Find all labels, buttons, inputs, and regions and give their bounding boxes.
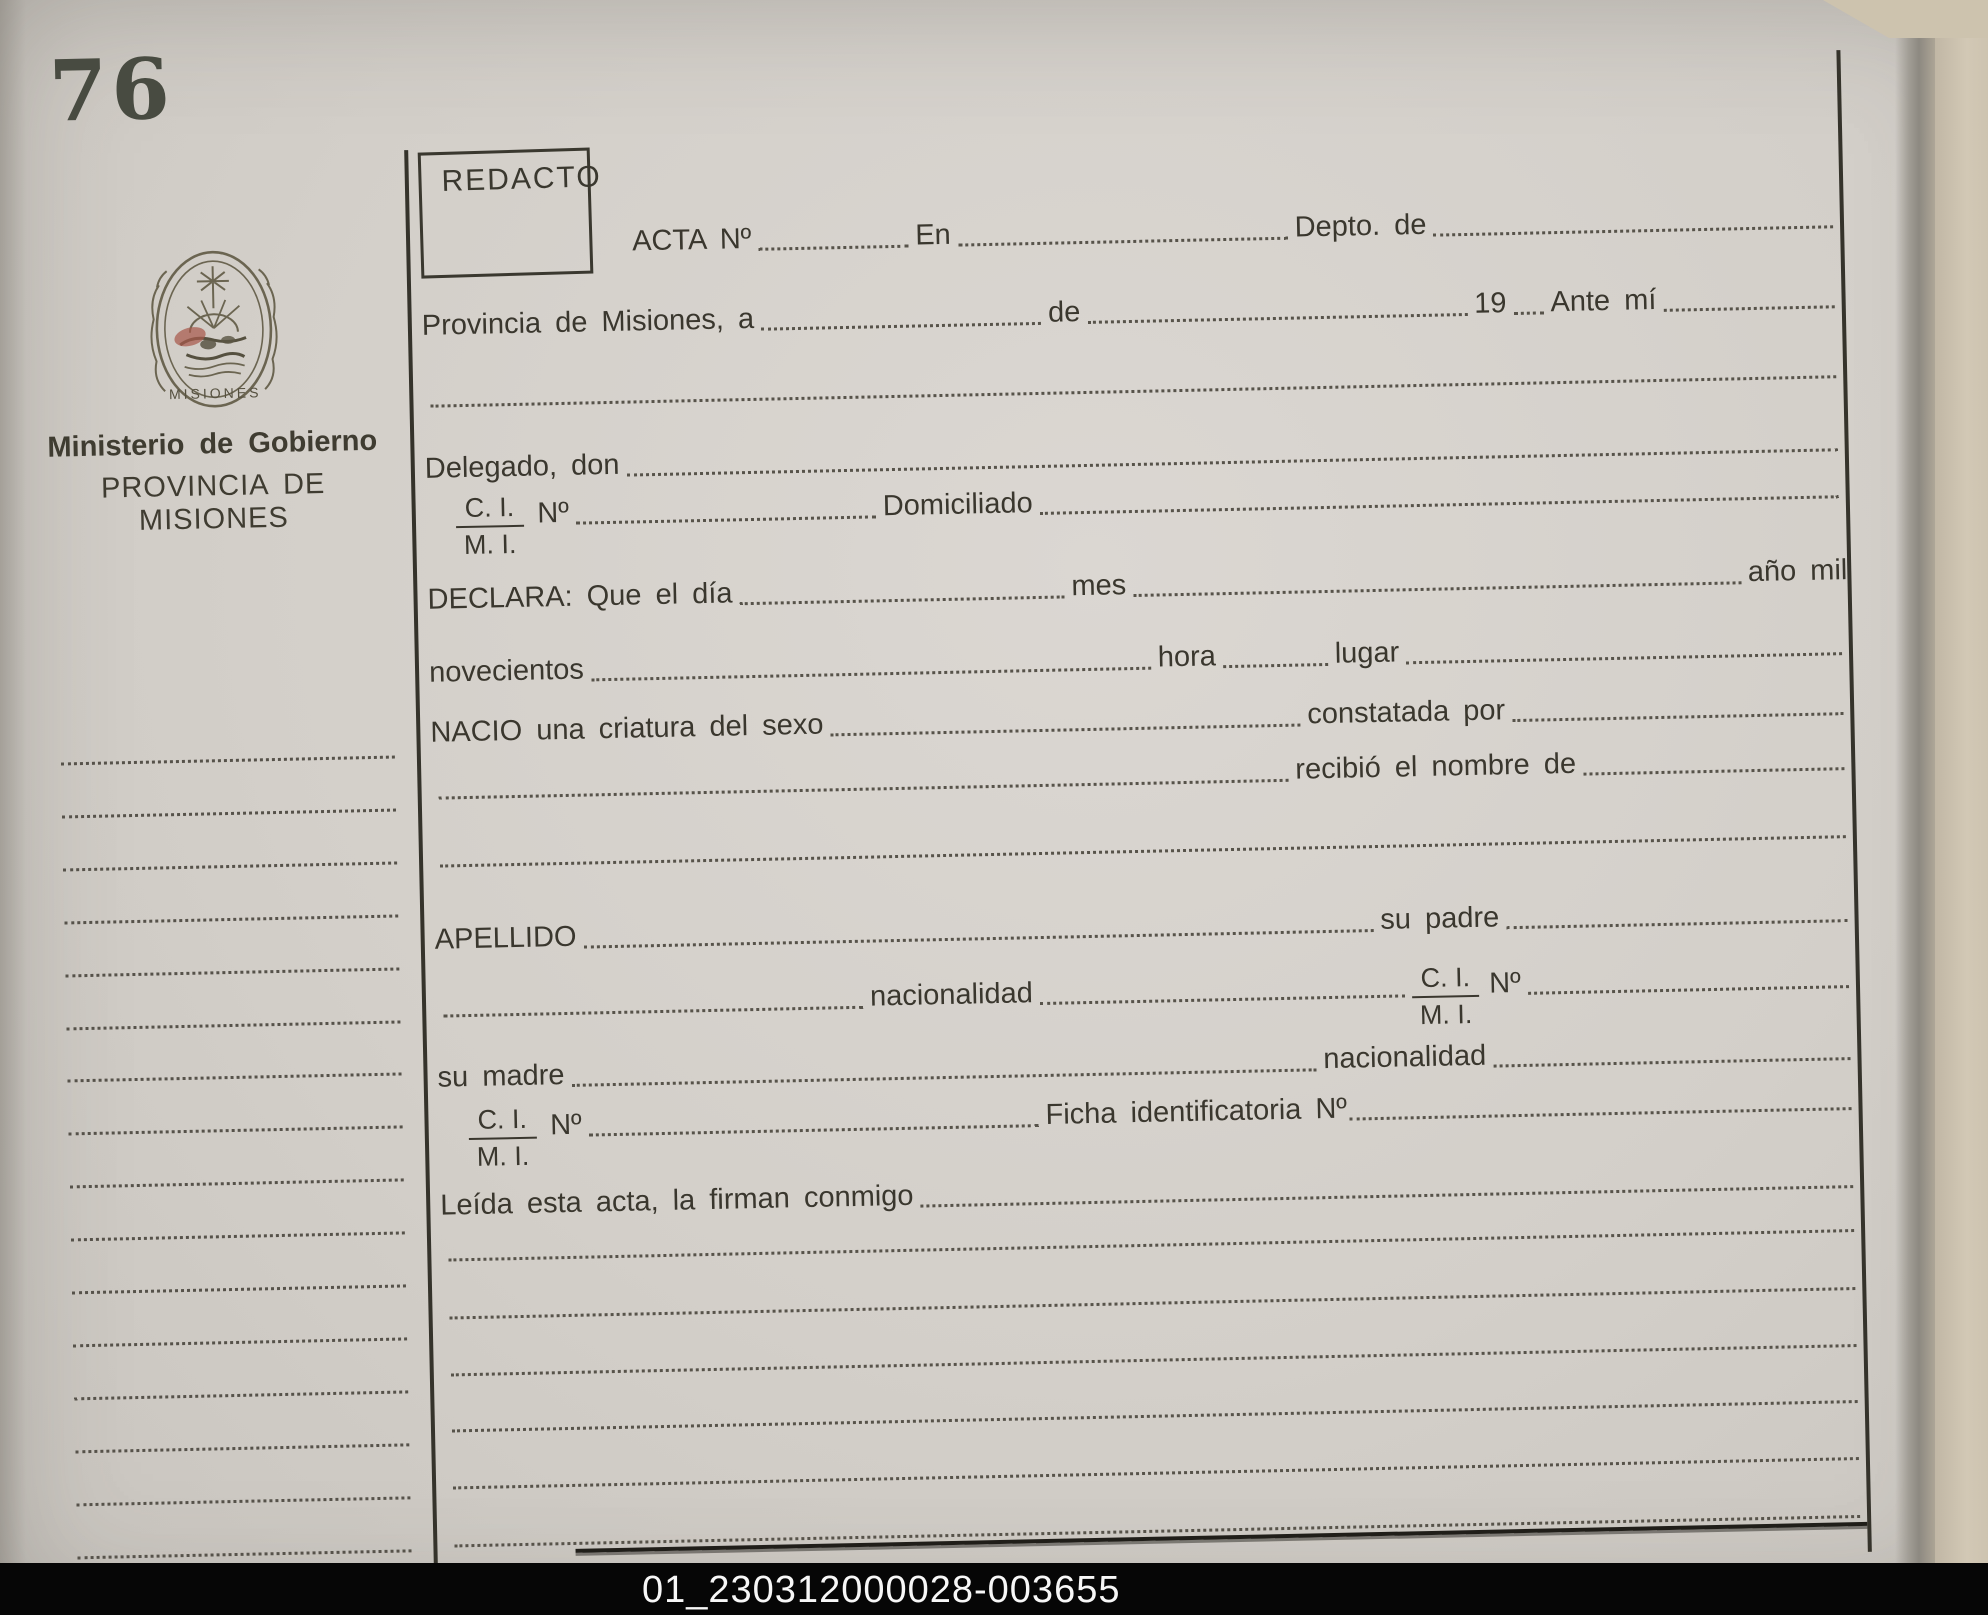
address-blank: [1040, 495, 1839, 515]
margin-dotted-line: [66, 1020, 400, 1030]
mes-label: mes: [1071, 569, 1127, 603]
form-row-padre-nacionalidad: [436, 955, 1856, 1030]
scan-footer-bar: [0, 1563, 1988, 1615]
ci-label: C. I.: [455, 493, 523, 528]
hora-label: hora: [1157, 640, 1217, 674]
surname-blank: [584, 929, 1374, 949]
delegado-lead: Delegado, don: [424, 448, 620, 485]
ci-label-madre: C. I.: [468, 1105, 536, 1140]
margin-dotted-line: [65, 967, 399, 977]
novecientos-lead: novecientos: [428, 653, 585, 689]
margin-dotted-line: [74, 1390, 408, 1400]
anio-mil-label: año mil: [1747, 554, 1848, 589]
margin-dotted-line: [68, 1073, 402, 1083]
form-row-acta: [420, 195, 1840, 263]
form-row-recibio: [431, 737, 1851, 805]
mother-nationality-blank: [1493, 1057, 1850, 1067]
en-label: En: [914, 218, 952, 252]
given-name-blank: [1583, 767, 1844, 775]
father-name-continuation-blank: [443, 1006, 863, 1018]
birth-place-blank: [1406, 652, 1842, 664]
margin-dotted-line: [69, 1126, 403, 1136]
form-row-signature-line: [447, 1485, 1867, 1553]
official-name-blank: [1664, 305, 1835, 312]
lugar-label: lugar: [1334, 636, 1400, 670]
form-row-declara: [427, 549, 1847, 617]
acta-number-blank: [758, 245, 908, 251]
redacto-label: REDACTO: [441, 160, 603, 198]
leida-lead: Leída esta acta, la firman conmigo: [439, 1179, 914, 1222]
margin-dotted-line: [72, 1284, 406, 1294]
month-blank: [1087, 313, 1467, 324]
signature-line-blank: [451, 1344, 1857, 1376]
ficha-label: Ficha identificatoria Nº: [1045, 1092, 1348, 1132]
sex-blank: [831, 724, 1301, 737]
margin-dotted-line: [78, 1549, 412, 1559]
margin-dotted-line: [70, 1179, 404, 1189]
su-madre-label: su madre: [437, 1059, 565, 1094]
mi-label-madre: M. I.: [476, 1140, 530, 1172]
ci-mi-fraction-padre: [1411, 963, 1480, 1029]
verifier-name-blank: [439, 779, 1289, 800]
page-edge-shadow: [1895, 0, 1935, 1615]
acta-label: ACTA Nº: [631, 223, 752, 258]
year-blank: [1514, 311, 1544, 315]
margin-dotted-line: [62, 808, 396, 818]
nacionalidad-madre-label: nacionalidad: [1322, 1039, 1487, 1076]
scan-reference-code: 01_230312000028-003655: [642, 1569, 1121, 1611]
margin-dotted-line: [76, 1496, 410, 1506]
form-row-name-continuation: [433, 805, 1853, 873]
mi-label-padre: M. I.: [1419, 998, 1473, 1030]
id-card-number-blank: [1349, 1107, 1851, 1121]
birth-month-blank: [1133, 581, 1741, 597]
margin-dotted-line: [63, 861, 397, 871]
form-left-rule: [404, 150, 438, 1598]
ci-mi-fraction-madre: [468, 1105, 537, 1171]
declara-lead: DECLARA: Que el día: [427, 577, 733, 616]
num-label: Nº: [536, 496, 570, 530]
year-prefix: 19: [1473, 287, 1507, 320]
locality-blank: [958, 237, 1288, 247]
de-label: de: [1047, 296, 1081, 329]
domiciliado-label: Domiciliado: [882, 487, 1033, 523]
margin-dotted-line: [61, 756, 395, 766]
continuation-blank: [431, 375, 1837, 407]
document-number-blank: [576, 515, 876, 524]
next-page-edge: [1935, 0, 1988, 1615]
form-row-apellido: [434, 889, 1854, 957]
signature-line-blank: [448, 1229, 1854, 1261]
name-continuation-blank: [440, 835, 1846, 867]
nacionalidad-padre-label: nacionalidad: [869, 977, 1034, 1013]
margin-dotted-line: [64, 914, 398, 924]
signature-line-blank: [453, 1457, 1859, 1489]
mi-label: M. I.: [463, 528, 517, 560]
signature-line-blank: [454, 1515, 1860, 1547]
misiones-coat-of-arms-icon: [136, 231, 292, 434]
margin-ruled-lines: [0, 0, 1971, 9]
num-label-madre: Nº: [549, 1108, 583, 1142]
margin-dotted-line: [75, 1443, 409, 1453]
father-nationality-blank: [1040, 994, 1405, 1005]
recibio-label: recibió el nombre de: [1295, 747, 1577, 786]
seal-banner-text: MISIONES: [168, 384, 262, 403]
letterhead-province: PROVINCIA DE MISIONES: [100, 467, 326, 537]
signature-line-blank: [452, 1400, 1858, 1432]
ante-mi-label: Ante mí: [1550, 284, 1657, 319]
form-row-signature-line: [444, 1370, 1864, 1438]
margin-dotted-line: [71, 1232, 405, 1242]
mother-name-blank: [572, 1068, 1317, 1087]
ci-mi-fraction: [455, 493, 524, 559]
form-row-provincia: [421, 275, 1841, 343]
mother-document-blank: [589, 1124, 1039, 1136]
birth-day-blank: [740, 595, 1065, 605]
page-number: 76: [47, 39, 175, 141]
provincia-lead: Provincia de Misiones, a: [421, 303, 755, 342]
birth-hour-blank: [1223, 663, 1328, 668]
nacio-lead: NACIO una criatura del sexo: [430, 708, 824, 749]
form-row-nacio: [430, 682, 1850, 750]
constatada-label: constatada por: [1306, 694, 1506, 731]
apellido-label: APELLIDO: [434, 920, 577, 956]
ci-label-padre: C. I.: [1411, 963, 1479, 998]
signature-line-blank: [450, 1287, 1856, 1319]
form-row-signature-line: [442, 1257, 1862, 1325]
day-blank: [761, 322, 1041, 331]
verified-by-blank: [1512, 712, 1843, 722]
form-row-continuation: [423, 345, 1843, 413]
department-blank: [1434, 225, 1834, 236]
num-label-padre: Nº: [1488, 967, 1522, 1000]
letterhead-ministry: Ministerio de Gobierno: [47, 424, 378, 464]
birth-year-blank: [591, 667, 1151, 682]
form-row-signature-line: [443, 1314, 1863, 1382]
form-row-novecientos: [429, 622, 1849, 690]
father-document-blank: [1528, 985, 1849, 995]
form-row-signature-line: [446, 1427, 1866, 1495]
depto-label: Depto. de: [1294, 208, 1427, 244]
su-padre-label: su padre: [1380, 901, 1500, 937]
father-name-blank: [1506, 919, 1847, 929]
margin-dotted-line: [73, 1337, 407, 1347]
